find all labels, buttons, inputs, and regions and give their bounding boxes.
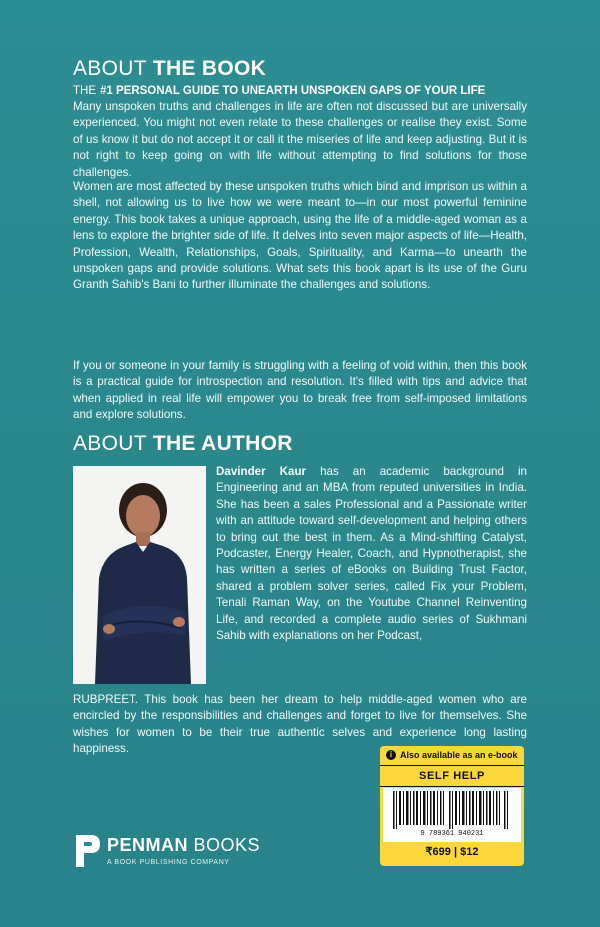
book-paragraph-1: Many unspoken truths and challenges in life are often not discussed but are universally experienced. You might not even relate to these challenges or realise they exist. Some of us know it but do not accept it or call it the miseries of life and keep adjusting. But it is not right to keep going on with life without attempting to find solutions for those challenges. <box>73 100 527 179</box>
author-portrait-illustration <box>73 466 206 684</box>
price-label: ₹699 | $12 <box>425 846 479 858</box>
author-bio-part1: has an academic background in Engineering and an MBA from reputed universities in India. She has been a sales Professional and a Passionate writer with an attitude toward self-development and helping others to bring out the best in them. As a Mind-shifting Catalyst, Podcaster, Energy Healer, Coach, and Hypnotherapist, she has written a series of eBooks on Building Trust Factor, shared a problem solver series, called Fix your Problem, Tenali Raman Way, on the Youtube Channel Reinventing Life, and recorded a complete audio series of Sukhmani Sahib with explanations on her Podcast, <box>216 465 527 643</box>
publisher-name-bold: PENMAN <box>107 835 189 855</box>
about-book-heading <box>73 57 266 81</box>
barcode <box>383 788 521 842</box>
tagline-prefix: THE <box>73 85 96 97</box>
about-author-heading <box>73 432 293 456</box>
book-paragraph-2: Women are most affected by these unspoken truths which bind and imprison us within a shell, not allowing us to live how we were meant to—in our most powerful feminine energy. This book takes a unique approach, using the life of a middle-aged woman as a lens to explore the brighter side of life. It delves into seven major aspects of life—Health, Profession, Wealth, Relationships, Goals, Spirituality, and Karma—to unearth the unspoken gaps and provide solutions. What sets this book apart is its use of the Guru Granth Sahib's Bani to further illuminate the challenges and solutions. <box>73 180 527 292</box>
penman-logo-icon <box>73 833 103 869</box>
publisher-logo <box>73 833 293 873</box>
about-author-heading-bold: THE AUTHOR <box>152 432 293 455</box>
author-bio <box>216 464 527 644</box>
about-book-heading-light: ABOUT <box>73 57 147 80</box>
price-sticker <box>380 746 524 866</box>
category-label: SELF HELP <box>380 765 524 787</box>
ebook-note <box>380 746 524 763</box>
publisher-name <box>107 835 260 856</box>
book-tagline <box>73 84 553 99</box>
tagline-bold: #1 PERSONAL GUIDE TO UNEARTH UNSPOKEN GAPS OF YOUR LIFE <box>100 85 486 97</box>
barcode-icon <box>383 788 521 830</box>
isbn-number: 9 789361 940231 <box>420 830 484 838</box>
author-photo <box>73 466 206 684</box>
author-name: Davinder Kaur <box>216 465 307 478</box>
publisher-subtitle: A BOOK PUBLISHING COMPANY <box>107 859 230 866</box>
ebook-note-text: Also available as an e-book <box>400 749 518 760</box>
info-icon: i <box>386 750 396 760</box>
about-book-heading-bold: THE BOOK <box>152 57 267 80</box>
publisher-name-light: BOOKS <box>188 835 261 855</box>
about-author-heading-light: ABOUT <box>73 432 147 455</box>
author-bio-continued: RUBPREET. This book has been her dream to help middle-aged women who are encircled by the responsibilities and challenges and forget to live for themselves. She wishes for women to be their true authentic selves and experience long lasting happiness. <box>73 693 527 756</box>
book-paragraph-3: If you or someone in your family is struggling with a feeling of void within, then this book is a practical guide for introspection and resolution. It's filled with tips and advice that when applied in real life will empower you to break free from self-imposed limitations and explore solutions. <box>73 359 527 422</box>
